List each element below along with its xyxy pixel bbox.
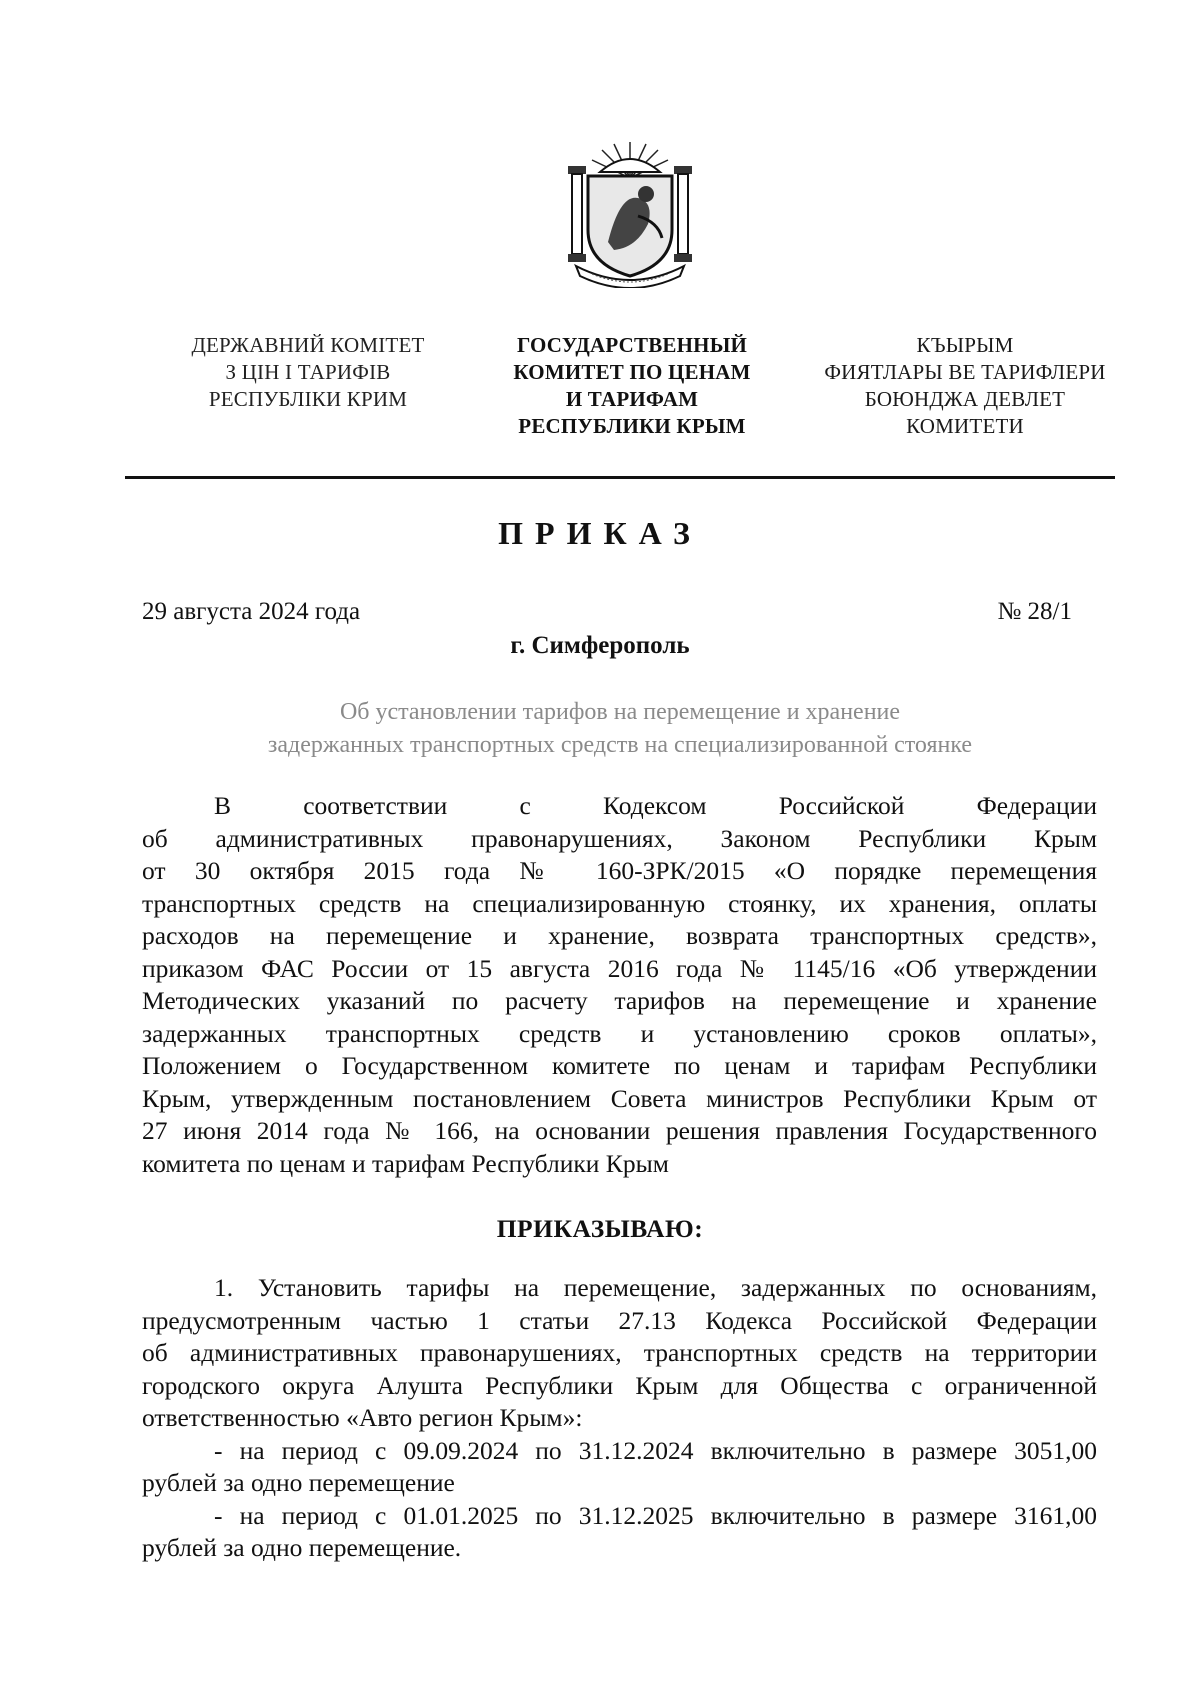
header-ua-line: ДЕРЖАВНИЙ КОМІТЕТ bbox=[191, 333, 425, 357]
preamble-line: транспортных средств на специализированную стоянку, их хранения, оплаты bbox=[142, 888, 1097, 918]
preamble bbox=[142, 790, 1097, 1180]
document-number: № 28/1 bbox=[997, 598, 1072, 625]
header-russian bbox=[482, 332, 782, 440]
preamble-line: Положением о Государственном комитете по ценам и тарифам Республики bbox=[142, 1051, 1097, 1080]
document-date: 29 августа 2024 года bbox=[142, 598, 361, 625]
item-line: 1. Установить тарифы на перемещение, задержанных по основаниям, bbox=[214, 1273, 1097, 1302]
preamble-line: расходов на перемещение и хранение, возврата транспортных средств», bbox=[142, 921, 1097, 950]
header-ct-line: КОМИТЕТИ bbox=[906, 414, 1024, 438]
period-1-line: рублей за одно перемещение bbox=[142, 1468, 455, 1497]
header-ukrainian bbox=[158, 332, 458, 413]
header-ct-line: БОЮНДЖА ДЕВЛЕТ bbox=[864, 387, 1066, 411]
preamble-line: Методических указаний по расчету тарифов на перемещение и хранение bbox=[142, 986, 1097, 1015]
preamble-line: Крым, утвержденным постановлением Совета министров Республики Крым от bbox=[142, 1083, 1097, 1113]
header-ua-line: З ЦІН І ТАРИФІВ bbox=[225, 360, 391, 384]
coat-of-arms-icon bbox=[562, 138, 698, 288]
preamble-line: от 30 октября 2015 года № 160-ЗРК/2015 «О порядке перемещения bbox=[142, 856, 1097, 885]
header-ru-line: И ТАРИФАМ bbox=[565, 387, 699, 411]
preamble-line: 27 июня 2014 года № 166, на основании решения правления Государственного bbox=[142, 1116, 1097, 1145]
header-ru-line: РЕСПУБЛИКИ КРЫМ bbox=[518, 414, 746, 438]
period-2-line: рублей за одно перемещение. bbox=[142, 1533, 462, 1562]
period-1-line: - на период с 09.09.2024 по 31.12.2024 включительно в размере 3051,00 bbox=[214, 1435, 1097, 1465]
document-subject bbox=[160, 696, 1080, 762]
header-crimean-tatar bbox=[800, 332, 1130, 440]
order-heading: ПРИКАЗЫВАЮ: bbox=[496, 1214, 704, 1243]
subject-line: Об установлении тарифов на перемещение и хранение bbox=[339, 699, 901, 725]
preamble-line: об административных правонарушениях, Законом Республики Крым bbox=[142, 823, 1097, 853]
subject-line: задержанных транспортных средств на специализированной стоянке bbox=[267, 732, 973, 758]
period-2-line: - на период с 01.01.2025 по 31.12.2025 включительно в размере 3161,00 bbox=[214, 1500, 1097, 1530]
document-title: ПРИКАЗ bbox=[498, 515, 702, 551]
header-ua-line: РЕСПУБЛІКИ КРИМ bbox=[208, 387, 408, 411]
order-item-1 bbox=[142, 1272, 1097, 1565]
item-line: ответственностью «Авто регион Крым»: bbox=[142, 1403, 583, 1432]
item-line: предусмотренным частью 1 статьи 27.13 Кодекса Российской Федерации bbox=[142, 1305, 1097, 1335]
header-divider bbox=[125, 476, 1115, 479]
header-ru-line: ГОСУДАРСТВЕННЫЙ bbox=[516, 333, 748, 357]
item-line: об административных правонарушениях, транспортных средств на территории bbox=[142, 1338, 1097, 1367]
header-ru-line: КОМИТЕТ ПО ЦЕНАМ bbox=[513, 360, 751, 384]
preamble-line: задержанных транспортных средств и установлению сроков оплаты», bbox=[142, 1018, 1097, 1048]
document-city: г. Симферополь bbox=[510, 632, 690, 659]
header-ct-line: ФИЯТЛАРЫ ВЕ ТАРИФЛЕРИ bbox=[824, 360, 1106, 384]
header-ct-line: КЪЫРЫМ bbox=[916, 333, 1014, 357]
preamble-line: В соответствии с Кодексом Российской Федерации bbox=[214, 791, 1097, 820]
preamble-line: комитета по ценам и тарифам Республики Крым bbox=[142, 1148, 669, 1178]
item-line: городского округа Алушта Республики Крым для Общества с ограниченной bbox=[142, 1370, 1097, 1400]
preamble-line: приказом ФАС России от 15 августа 2016 года № 1145/16 «Об утверждении bbox=[142, 953, 1097, 983]
